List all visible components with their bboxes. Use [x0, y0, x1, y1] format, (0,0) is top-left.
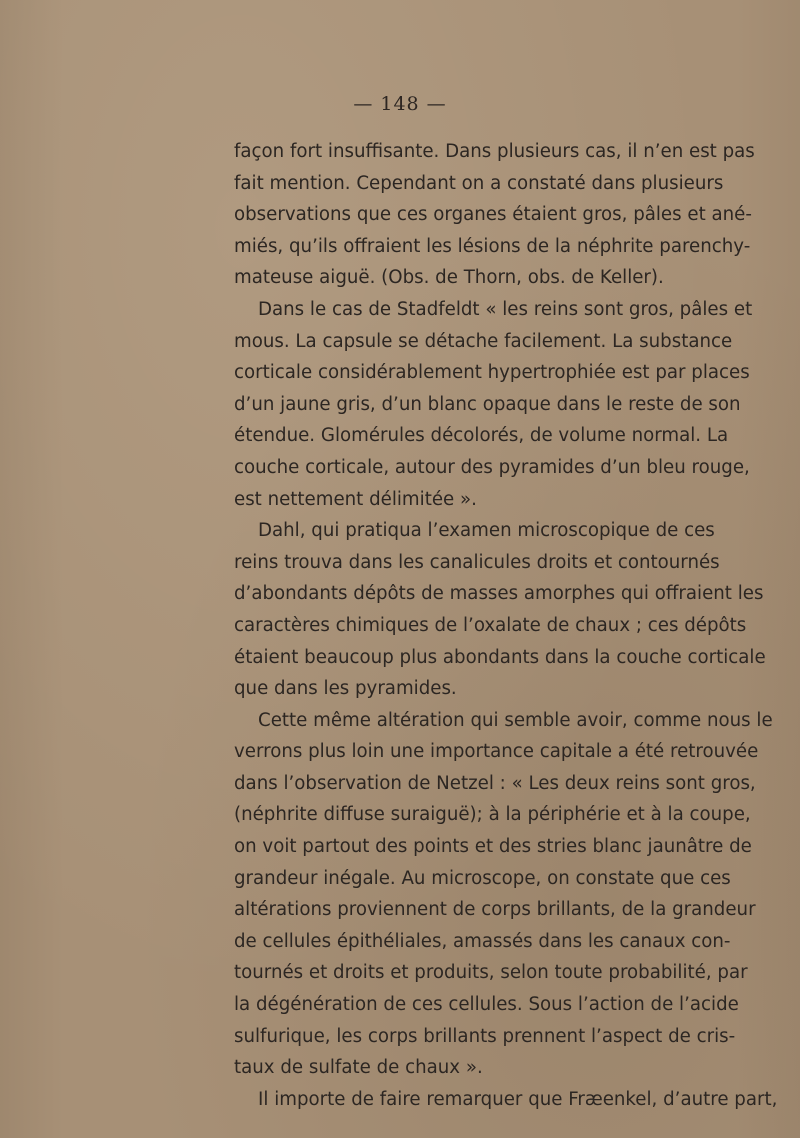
text-line: Dahl, qui pratiqua l’examen microscopique de ces: [258, 520, 715, 542]
text-line: façon fort insuffisante. Dans plusieurs cas, il n’en est pas: [234, 141, 755, 162]
text-line: dans l’observation de Netzel : « Les deux reins sont gros,: [234, 772, 756, 794]
text-line: étaient beaucoup plus abondants dans la couche corticale: [234, 646, 766, 668]
text-line: verrons plus loin une importance capitale a été retrouvée: [234, 741, 759, 763]
text-line: la dégénération de ces cellules. Sous l’action de l’acide: [234, 994, 739, 1016]
body-text: [234, 136, 778, 1115]
text-line: observations que ces organes étaient gros, pâles et ané-: [234, 204, 752, 226]
text-line: sulfurique, les corps brillants prennent l’aspect de cris-: [234, 1025, 736, 1047]
text-line: on voit partout des points et des stries blanc jaunâtre de: [234, 836, 752, 858]
text-line: d’abondants dépôts de masses amorphes qui offraient les: [234, 583, 764, 605]
text-line: fait mention. Cependant on a constaté dans plusieurs: [234, 172, 724, 194]
text-line: reins trouva dans les canalicules droits et contournés: [234, 551, 720, 573]
text-line: d’un jaune gris, d’un blanc opaque dans le reste de son: [234, 393, 741, 415]
text-line: est nettement délimitée ».: [234, 488, 477, 510]
text-line: que dans les pyramides.: [234, 678, 457, 700]
text-line: couche corticale, autour des pyramides d’un bleu rouge,: [234, 456, 750, 478]
text-line: caractères chimiques de l’oxalate de chaux ; ces dépôts: [234, 614, 747, 636]
text-line: mateuse aiguë. (Obs. de Thorn, obs. de Keller).: [234, 267, 664, 289]
text-line: grandeur inégale. Au microscope, on constate que ces: [234, 867, 731, 889]
text-line: Dans le cas de Stadfeldt « les reins sont gros, pâles et: [258, 298, 753, 320]
text-line: de cellules épithéliales, amassés dans les canaux con-: [234, 930, 731, 952]
text-line: corticale considérablement hypertrophiée est par places: [234, 362, 750, 384]
text-line: taux de sulfate de chaux ».: [234, 1057, 483, 1079]
text-line: étendue. Glomérules décolorés, de volume normal. La: [234, 425, 729, 447]
text-line: (néphrite diffuse suraiguë); à la périphérie et à la coupe,: [234, 804, 751, 826]
text-line: Cette même altération qui semble avoir, comme nous le: [258, 709, 773, 731]
text-line: altérations proviennent de corps brillants, de la grandeur: [234, 899, 756, 921]
text-line: Il importe de faire remarquer que Fræenkel, d’autre part,: [258, 1088, 778, 1110]
page-number: — 148 —: [353, 93, 447, 115]
text-line: miés, qu’ils offraient les lésions de la néphrite parenchy-: [234, 235, 751, 257]
text-line: tournés et droits et produits, selon toute probabilité, par: [234, 962, 748, 984]
text-line: mous. La capsule se détache facilement. La substance: [234, 330, 733, 352]
